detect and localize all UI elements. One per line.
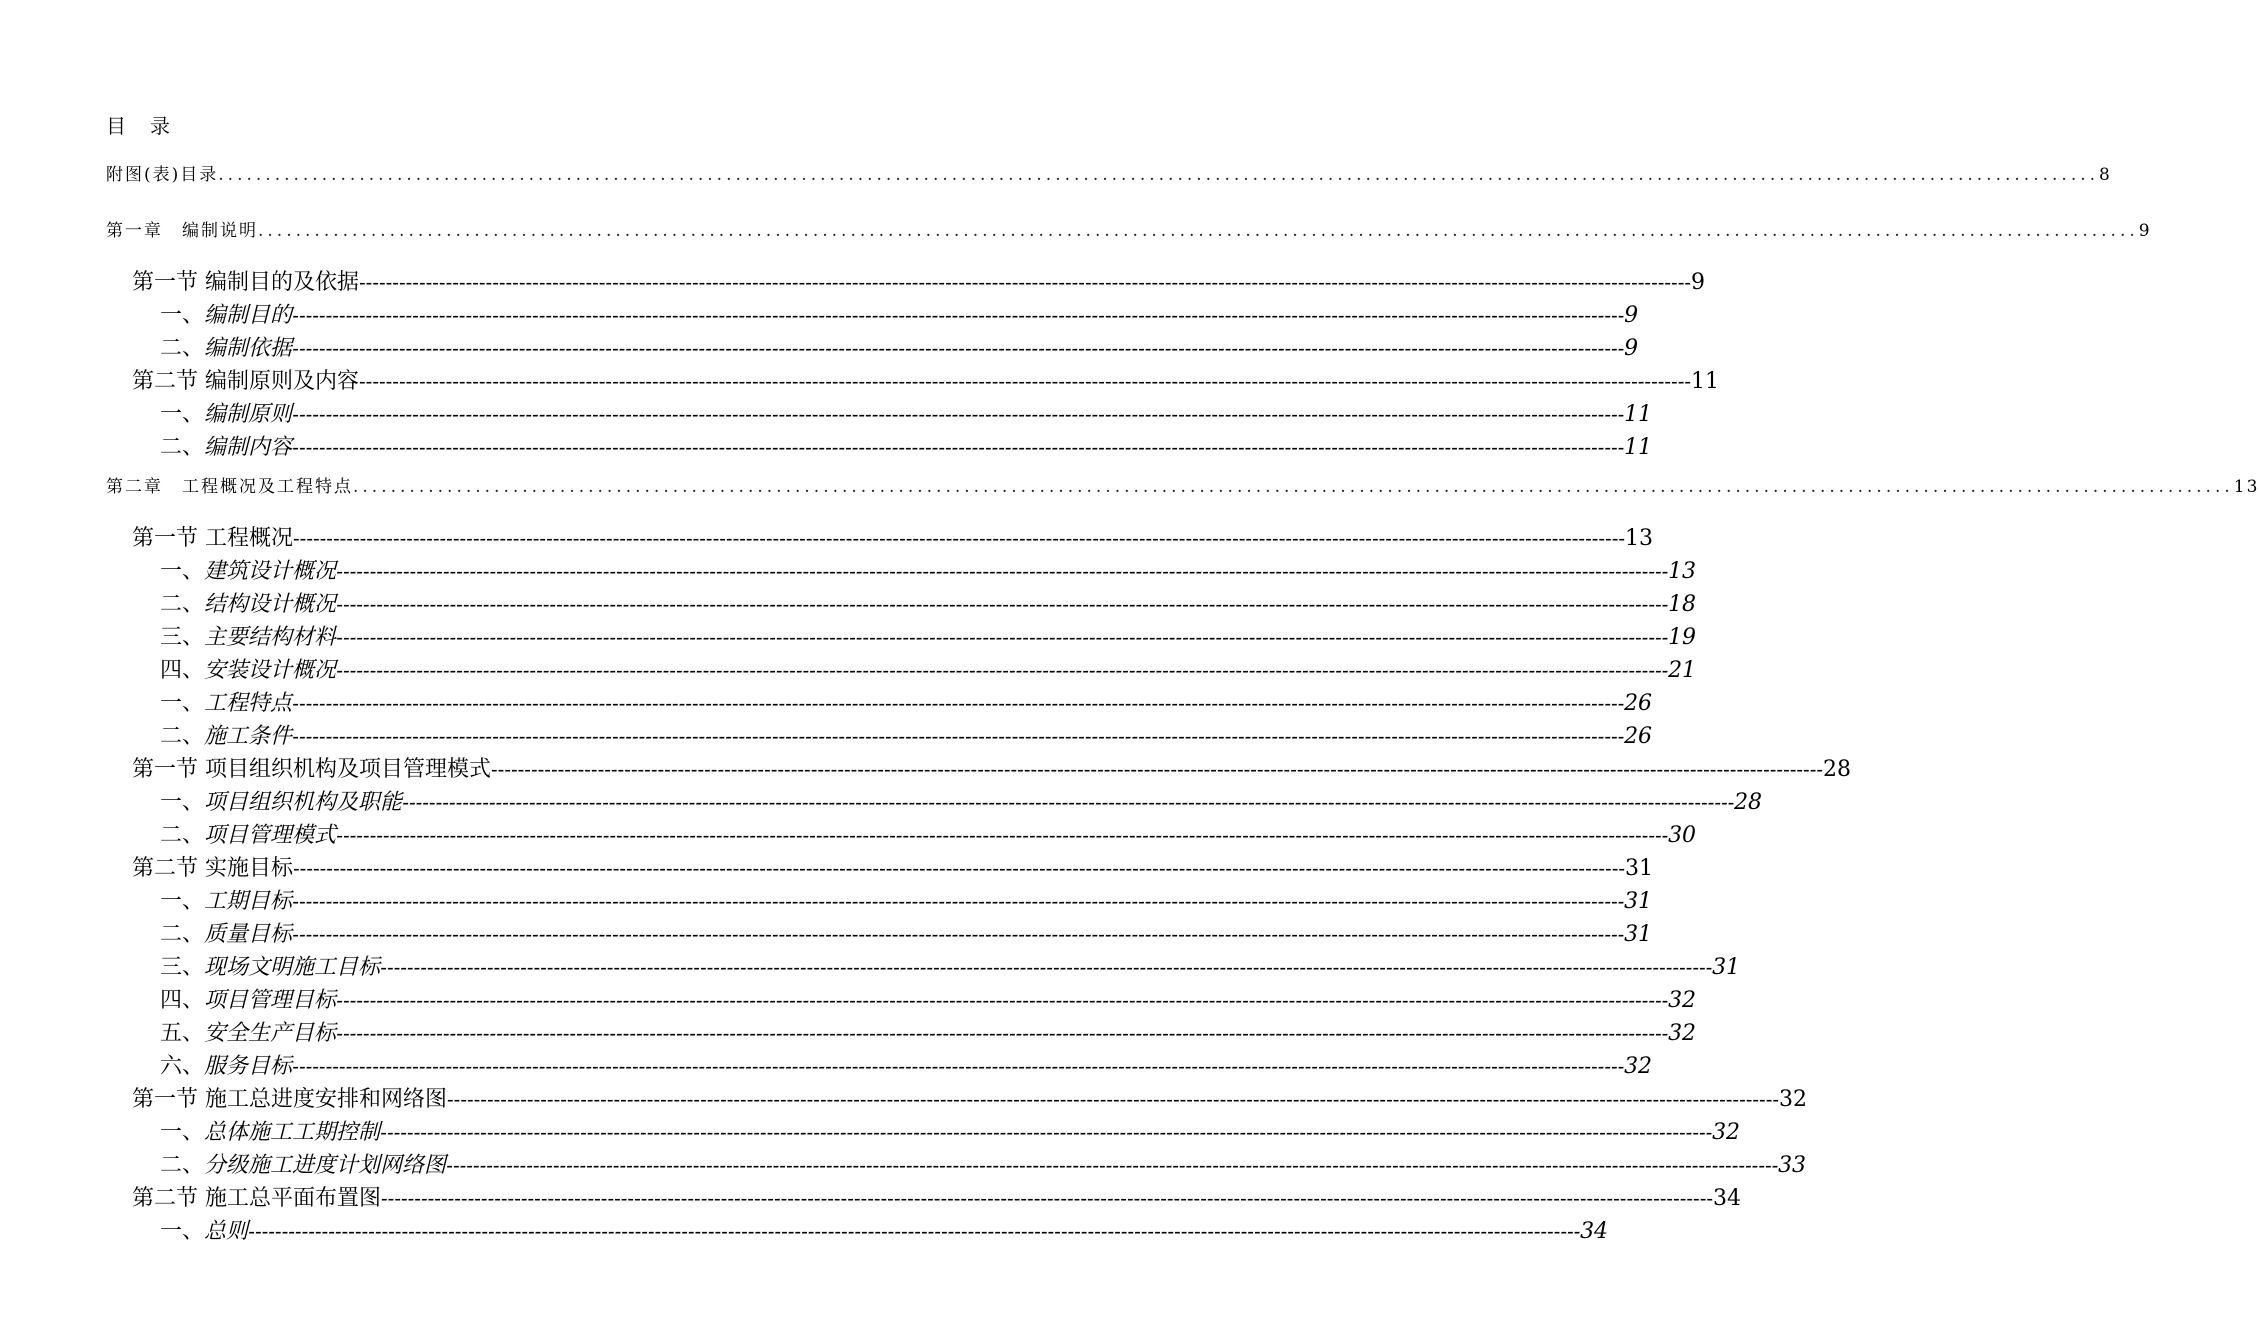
toc-entry-label: 第二节 编制原则及内容 (132, 369, 359, 394)
toc-entry[interactable] (132, 1082, 1808, 1113)
toc-page-number: 19 (1668, 625, 1697, 650)
toc-leader: -------------------------------------------------------------------------------------------------------------------------------------------------------------------------------------------------------- (336, 990, 1669, 1012)
toc-leader: -------------------------------------------------------------------------------------------------------------------------------------------------------------------------------------------------------- (248, 1221, 1581, 1243)
toc-leader: -------------------------------------------------------------------------------------------------------------------------------------------------------------------------------------------------------- (336, 594, 1669, 616)
toc-entry-label (160, 1115, 380, 1146)
toc-entry-label: 第一节 施工总进度安排和网络图 (132, 1087, 447, 1112)
toc-entry-number: 六、 (160, 1054, 205, 1079)
toc-entry-number: 二、 (160, 724, 205, 749)
toc-entry-number: 二、 (160, 823, 205, 848)
toc-entry[interactable] (132, 364, 1720, 395)
toc-entry[interactable] (160, 785, 1763, 816)
toc-entry-number: 四、 (160, 658, 205, 683)
toc-leader: -------------------------------------------------------------------------------------------------------------------------------------------------------------------------------------------------------- (336, 561, 1669, 583)
toc-entry-text: 编制依据 (204, 336, 293, 361)
toc-entry[interactable] (160, 917, 1653, 948)
toc-leader: -------------------------------------------------------------------------------------------------------------------------------------------------------------------------------------------------------- (292, 726, 1625, 748)
toc-entry[interactable] (160, 1049, 1653, 1080)
toc-entry[interactable] (160, 430, 1653, 461)
toc-entry-label (160, 983, 336, 1014)
toc-leader: ........................................................................................................................................................................................................ (258, 221, 2139, 241)
toc-page-number: 26 (1624, 724, 1653, 749)
toc-leader: -------------------------------------------------------------------------------------------------------------------------------------------------------------------------------------------------------- (292, 693, 1625, 715)
toc-page-number: 31 (1625, 856, 1654, 881)
toc-entry-text: 编制内容 (204, 435, 293, 460)
toc-leader: -------------------------------------------------------------------------------------------------------------------------------------------------------------------------------------------------------- (380, 957, 1713, 979)
toc-entry-text: 项目管理目标 (204, 988, 337, 1013)
toc-page-number: 11 (1624, 435, 1653, 460)
toc-leader: -------------------------------------------------------------------------------------------------------------------------------------------------------------------------------------------------------- (381, 1188, 1714, 1210)
toc-leader: -------------------------------------------------------------------------------------------------------------------------------------------------------------------------------------------------------- (293, 528, 1626, 550)
toc-entry[interactable] (160, 1148, 1807, 1179)
toc-page-number: 13 (1668, 559, 1697, 584)
toc-page-number: 32 (1668, 988, 1697, 1013)
toc-entry[interactable] (132, 851, 1654, 882)
toc-leader: -------------------------------------------------------------------------------------------------------------------------------------------------------------------------------------------------------- (292, 1056, 1625, 1078)
toc-entry-text: 质量目标 (204, 922, 293, 947)
toc-entry[interactable] (132, 265, 1706, 296)
toc-entry-label (160, 785, 402, 816)
toc-entry-label (160, 686, 292, 717)
toc-leader: -------------------------------------------------------------------------------------------------------------------------------------------------------------------------------------------------------- (293, 858, 1626, 880)
toc-entry-text: 现场文明施工目标 (204, 955, 381, 980)
toc-page-number: 11 (1691, 369, 1720, 394)
toc-leader: -------------------------------------------------------------------------------------------------------------------------------------------------------------------------------------------------------- (402, 792, 1735, 814)
toc-page-number: 32 (1668, 1021, 1697, 1046)
toc-leader: -------------------------------------------------------------------------------------------------------------------------------------------------------------------------------------------------------- (336, 627, 1669, 649)
toc-page-number: 32 (1624, 1054, 1653, 1079)
toc-entry-number: 五、 (160, 1021, 205, 1046)
toc-entry-number: 一、 (160, 790, 205, 815)
toc-entry-text: 编制原则 (204, 402, 293, 427)
toc-entry[interactable] (160, 620, 1697, 651)
toc-leader: -------------------------------------------------------------------------------------------------------------------------------------------------------------------------------------------------------- (336, 660, 1669, 682)
toc-entry-label (160, 298, 292, 329)
toc-entry-number: 二、 (160, 922, 205, 947)
toc-entry-label (160, 917, 292, 948)
toc-entry-text: 施工条件 (204, 724, 293, 749)
toc-entry-number: 三、 (160, 625, 205, 650)
toc-entry-text: 服务目标 (204, 1054, 293, 1079)
toc-page-number: 31 (1712, 955, 1741, 980)
toc-page-number: 9 (2138, 221, 2152, 241)
toc-entry-label: 附图(表)目录 (106, 165, 219, 185)
toc-leader: -------------------------------------------------------------------------------------------------------------------------------------------------------------------------------------------------------- (359, 272, 1692, 294)
toc-entry-label (160, 587, 336, 618)
toc-entry-number: 二、 (160, 336, 205, 361)
toc-entry-text: 结构设计概况 (204, 592, 337, 617)
toc-entry[interactable] (160, 397, 1653, 428)
toc-entry-number: 三、 (160, 955, 205, 980)
toc-leader: -------------------------------------------------------------------------------------------------------------------------------------------------------------------------------------------------------- (336, 825, 1669, 847)
toc-page-number: 34 (1580, 1219, 1609, 1244)
toc-entry[interactable] (106, 472, 2259, 497)
toc-entry-text: 项目组织机构及职能 (204, 790, 403, 815)
toc-entry-number: 一、 (160, 1120, 205, 1145)
toc-page-number: 34 (1713, 1186, 1742, 1211)
toc-entry-label: 第二节 施工总平面布置图 (132, 1186, 381, 1211)
toc-leader: -------------------------------------------------------------------------------------------------------------------------------------------------------------------------------------------------------- (292, 305, 1625, 327)
toc-leader: -------------------------------------------------------------------------------------------------------------------------------------------------------------------------------------------------------- (380, 1122, 1713, 1144)
toc-entry[interactable] (160, 983, 1697, 1014)
toc-leader: -------------------------------------------------------------------------------------------------------------------------------------------------------------------------------------------------------- (336, 1023, 1669, 1045)
toc-entry-text: 项目管理模式 (204, 823, 337, 848)
toc-entry[interactable] (132, 752, 1852, 783)
toc-entry-label (160, 620, 336, 651)
toc-entry-label: 第二节 实施目标 (132, 856, 293, 881)
toc-leader: -------------------------------------------------------------------------------------------------------------------------------------------------------------------------------------------------------- (359, 371, 1692, 393)
toc-entry-text: 安全生产目标 (204, 1021, 337, 1046)
toc-leader: -------------------------------------------------------------------------------------------------------------------------------------------------------------------------------------------------------- (446, 1155, 1779, 1177)
toc-entry-text: 主要结构材料 (204, 625, 337, 650)
toc-entry[interactable] (160, 818, 1697, 849)
toc-entry-text: 建筑设计概况 (204, 559, 337, 584)
toc-page-number: 13 (1625, 526, 1654, 551)
toc-entry[interactable] (132, 1181, 1742, 1212)
toc-entry-text: 工期目标 (204, 889, 293, 914)
toc-leader: -------------------------------------------------------------------------------------------------------------------------------------------------------------------------------------------------------- (447, 1089, 1780, 1111)
toc-entry-text: 工程特点 (204, 691, 293, 716)
toc-leader: -------------------------------------------------------------------------------------------------------------------------------------------------------------------------------------------------------- (292, 404, 1625, 426)
toc-leader: -------------------------------------------------------------------------------------------------------------------------------------------------------------------------------------------------------- (292, 924, 1625, 946)
toc-page-number: 28 (1823, 757, 1852, 782)
toc-page-number: 8 (2099, 165, 2112, 185)
toc-entry-label (160, 653, 336, 684)
toc-entry-label: 第一章 编制说明 (106, 221, 258, 241)
toc-entry-text: 编制目的 (204, 303, 293, 328)
toc-entry-label (160, 1049, 292, 1080)
toc-entry-text: 分级施工进度计划网络图 (204, 1153, 447, 1178)
toc-entry-label (160, 554, 336, 585)
toc-entry[interactable] (160, 587, 1697, 618)
toc-title: 目 录 (106, 114, 172, 138)
toc-page-number: 9 (1624, 303, 1639, 328)
toc-entry-label (160, 397, 292, 428)
toc-entry-text: 安装设计概况 (204, 658, 337, 683)
toc-page-number: 26 (1624, 691, 1653, 716)
toc-entry[interactable] (132, 521, 1654, 552)
toc-entry-number: 二、 (160, 592, 205, 617)
toc-page-number: 33 (1778, 1153, 1807, 1178)
toc-leader: -------------------------------------------------------------------------------------------------------------------------------------------------------------------------------------------------------- (292, 338, 1625, 360)
toc-entry-number: 四、 (160, 988, 205, 1013)
toc-entry-label: 第二章 工程概况及工程特点 (106, 477, 353, 497)
toc-entry-number: 一、 (160, 402, 205, 427)
toc-page-number: 28 (1734, 790, 1763, 815)
toc-entry-label: 第一节 工程概况 (132, 526, 293, 551)
toc-entry[interactable] (160, 1214, 1609, 1245)
toc-page-number: 31 (1624, 889, 1653, 914)
toc-leader: -------------------------------------------------------------------------------------------------------------------------------------------------------------------------------------------------------- (292, 437, 1625, 459)
toc-entry-number: 二、 (160, 1153, 205, 1178)
toc-entry-label (160, 331, 292, 362)
toc-page-number: 30 (1668, 823, 1697, 848)
toc-entry[interactable] (160, 884, 1653, 915)
toc-page-number: 11 (1624, 402, 1653, 427)
toc-entry[interactable] (160, 331, 1639, 362)
toc-page-number: 9 (1691, 270, 1706, 295)
toc-entry-number: 一、 (160, 559, 205, 584)
toc-entry[interactable] (160, 719, 1653, 750)
toc-page-number: 32 (1779, 1087, 1808, 1112)
toc-entry-label: 第一节 项目组织机构及项目管理模式 (132, 757, 491, 782)
toc-entry[interactable] (106, 160, 2112, 185)
toc-entry[interactable] (160, 1016, 1697, 1047)
toc-entry-label (160, 884, 292, 915)
toc-entry[interactable] (160, 686, 1653, 717)
toc-entry-label (160, 1148, 446, 1179)
toc-entry-number: 一、 (160, 889, 205, 914)
toc-entry[interactable] (106, 216, 2152, 241)
toc-leader: -------------------------------------------------------------------------------------------------------------------------------------------------------------------------------------------------------- (292, 891, 1625, 913)
toc-entry-label (160, 950, 380, 981)
toc-entry-number: 一、 (160, 691, 205, 716)
toc-entry-number: 一、 (160, 1219, 205, 1244)
toc-entry[interactable] (160, 1115, 1741, 1146)
toc-leader: -------------------------------------------------------------------------------------------------------------------------------------------------------------------------------------------------------- (491, 759, 1824, 781)
toc-page-number: 18 (1668, 592, 1697, 617)
toc-entry-label (160, 1016, 336, 1047)
toc-leader: ........................................................................................................................................................................................................ (353, 477, 2234, 497)
toc-entry-label (160, 1214, 248, 1245)
toc-entry-label (160, 818, 336, 849)
toc-page-number: 9 (1624, 336, 1639, 361)
toc-entry-text: 总体施工工期控制 (204, 1120, 381, 1145)
toc-page-number: 13 (2233, 477, 2259, 497)
toc-entry-label (160, 430, 292, 461)
toc-leader: ........................................................................................................................................................................................................ (218, 165, 2100, 185)
toc-entry[interactable] (160, 653, 1697, 684)
toc-entry-number: 二、 (160, 435, 205, 460)
toc-entry-text: 总则 (204, 1219, 249, 1244)
toc-entry[interactable] (160, 950, 1741, 981)
toc-page-number: 31 (1624, 922, 1653, 947)
toc-entry-number: 一、 (160, 303, 205, 328)
toc-entry[interactable] (160, 554, 1697, 585)
toc-entry-label (160, 719, 292, 750)
toc-page-number: 32 (1712, 1120, 1741, 1145)
toc-entry[interactable] (160, 298, 1639, 329)
toc-page-number: 21 (1668, 658, 1697, 683)
toc-entry-label: 第一节 编制目的及依据 (132, 270, 359, 295)
